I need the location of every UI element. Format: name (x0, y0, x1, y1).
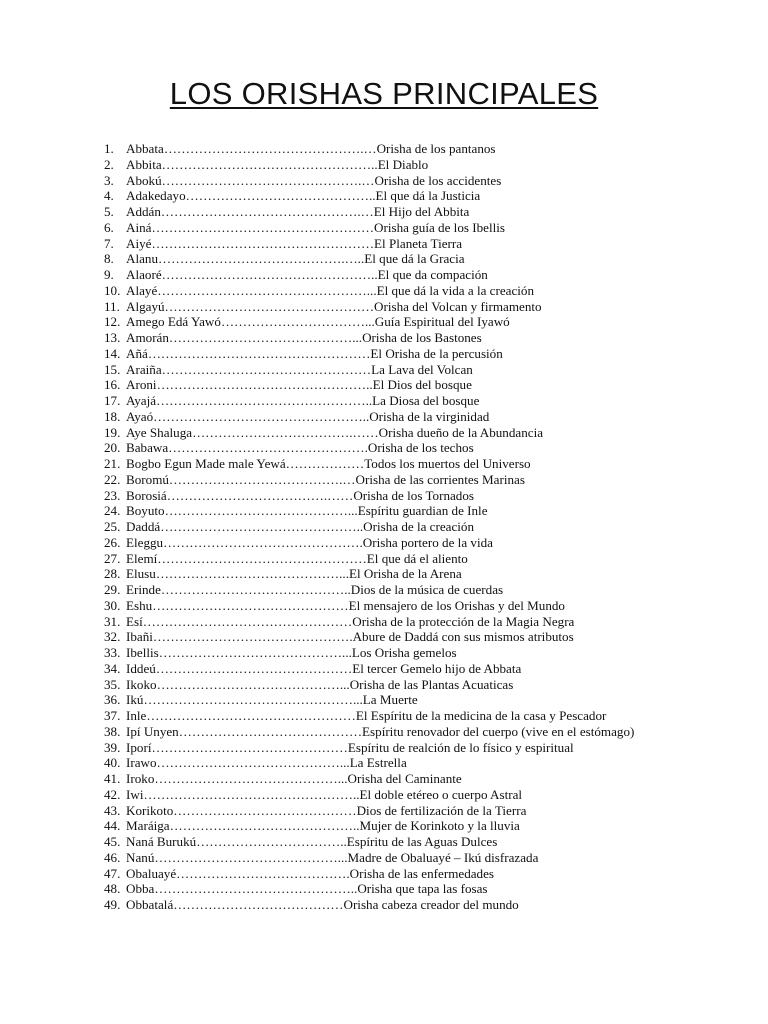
item-description: El mensajero de los Orishas y del Mundo (348, 597, 565, 613)
page-title-text: LOS ORISHAS PRINCIPALES (169, 76, 599, 111)
item-leader-dots: …………………………………… (178, 723, 363, 739)
item-leader-dots: ……………………………………….… (160, 204, 374, 219)
item-number: 4. (104, 188, 114, 204)
item-number: 23. (104, 487, 121, 503)
item-description: Orisha de los Tornados (353, 487, 474, 503)
item-number: 7. (104, 235, 114, 251)
list-item (104, 692, 634, 708)
item-number: 30. (104, 597, 121, 613)
item-description: El Hijo del Abbita (373, 204, 470, 219)
item-name: Obba (126, 881, 155, 897)
item-leader-dots: ……………………………………... (156, 676, 350, 692)
item-leader-dots: …………………………………….. (160, 582, 351, 597)
orisha-list (104, 141, 634, 913)
item-leader-dots: …………………………………………… (151, 219, 375, 235)
item-name: Addán (126, 204, 161, 219)
item-number: 28. (104, 566, 121, 582)
item-name: Korikoto (126, 802, 174, 818)
list-item (104, 740, 634, 756)
item-number: 14. (104, 345, 121, 361)
item-number: 1. (104, 141, 114, 156)
item-number: 33. (104, 645, 121, 660)
item-name: Aiyé (126, 235, 152, 251)
item-leader-dots: ……………………………………... (168, 330, 363, 345)
item-name: Maráiga (126, 818, 170, 834)
item-name: Eleggu (126, 534, 164, 550)
item-description: Orisha de la protección de la Magia Negra (352, 613, 575, 629)
item-name: Bogbo Egun Made male Yewá (126, 456, 286, 471)
item-name: Adakedayo (126, 188, 186, 204)
list-item (104, 440, 634, 456)
list-item (104, 251, 634, 267)
item-leader-dots: ………………………………………….. (153, 408, 370, 424)
item-leader-dots: ……………………………………... (156, 755, 350, 771)
item-name: Babawa (126, 440, 169, 456)
list-item (104, 724, 634, 740)
item-number: 43. (104, 802, 121, 818)
item-name: Amego Edá Yawó (126, 314, 221, 330)
page-title (0, 76, 768, 112)
item-leader-dots: ………………………………………. (163, 534, 363, 550)
item-description: La Lava del Volcan (371, 361, 473, 377)
item-description: Orisha de la virginidad (369, 408, 490, 424)
item-number: 9. (104, 267, 114, 282)
item-number: 37. (104, 708, 121, 723)
item-leader-dots: …………………………………… (173, 802, 357, 818)
item-description: Orisha que tapa las fosas (357, 881, 488, 897)
item-number: 42. (104, 786, 121, 802)
item-number: 44. (104, 818, 121, 834)
item-leader-dots: ……………………………………... (164, 503, 358, 519)
item-number: 46. (104, 849, 121, 865)
list-item (104, 220, 634, 236)
item-leader-dots: ……………………………………... (154, 771, 348, 786)
item-number: 22. (104, 471, 121, 487)
list-item (104, 267, 634, 283)
list-item (104, 409, 634, 425)
list-item (104, 503, 634, 519)
list-item (104, 236, 634, 252)
item-leader-dots: ……………………………………….… (163, 141, 377, 156)
item-description: El Orisha de la percusión (370, 345, 503, 361)
item-name: Iddeú (126, 660, 156, 676)
list-item (104, 188, 634, 204)
list-item (104, 708, 634, 724)
item-number: 41. (104, 771, 121, 786)
item-number: 35. (104, 676, 121, 692)
item-leader-dots: ……………………………………… (152, 597, 349, 613)
list-item (104, 141, 634, 157)
item-description: La Muerte (362, 692, 418, 708)
item-leader-dots: ……………………………………… (151, 739, 348, 755)
item-leader-dots: ………………………………………….. (156, 377, 373, 393)
item-number: 10. (104, 282, 121, 298)
item-name: Ikú (126, 692, 144, 708)
item-leader-dots: ……………… (285, 456, 365, 471)
item-number: 20. (104, 440, 121, 456)
item-name: Algayú (126, 298, 165, 314)
item-number: 24. (104, 503, 121, 519)
item-description: La Diosa del bosque (372, 393, 480, 408)
item-number: 36. (104, 692, 121, 708)
list-item (104, 519, 634, 535)
item-number: 2. (104, 156, 114, 172)
item-leader-dots: …………………………………………… (147, 345, 371, 361)
item-description: Los Orisha gemelos (351, 645, 457, 660)
item-name: Añá (126, 345, 148, 361)
item-leader-dots: ……………………………………… (155, 660, 353, 676)
item-leader-dots: ……………………………………….. (160, 519, 364, 534)
item-description: Orisha del Caminante (347, 771, 462, 786)
item-number: 34. (104, 660, 121, 676)
item-description: El tercer Gemelo hijo de Abbata (352, 660, 522, 676)
item-name: Obaluayé (126, 865, 177, 881)
item-number: 15. (104, 361, 121, 377)
item-name: Eshu (126, 597, 153, 613)
item-description: Todos los muertos del Universo (364, 456, 531, 471)
list-item (104, 803, 634, 819)
item-description: El doble etéreo o cuerpo Astral (359, 786, 523, 802)
list-item (104, 346, 634, 362)
item-description: Orisha de la creación (363, 519, 475, 534)
item-leader-dots: …………………………………………... (143, 692, 363, 708)
item-leader-dots: ………………………………………… (142, 613, 353, 629)
item-leader-dots: ……………………………….…… (192, 424, 379, 440)
item-description: El Diablo (377, 156, 429, 172)
item-leader-dots: ………………………………………. (152, 629, 353, 645)
list-item (104, 535, 634, 551)
item-leader-dots: …………………………….. (196, 834, 347, 849)
list-item (104, 818, 634, 834)
item-leader-dots: …………………………………………… (151, 235, 375, 251)
item-name: Daddá (126, 519, 161, 534)
item-number: 47. (104, 865, 121, 881)
item-number: 38. (104, 723, 121, 739)
item-description: Orisha de las corrientes Marinas (355, 471, 525, 487)
item-leader-dots: ………………………………… (173, 897, 344, 912)
item-number: 26. (104, 534, 121, 550)
item-leader-dots: ……………………………………... (155, 566, 349, 582)
item-name: Iroko (126, 771, 155, 786)
list-item (104, 614, 634, 630)
list-item (104, 299, 634, 315)
item-name: Alayé (126, 282, 158, 298)
item-number: 3. (104, 172, 114, 188)
item-name: Amorán (126, 330, 169, 345)
list-item (104, 204, 634, 220)
item-description: El que dá la Gracia (364, 251, 465, 267)
list-item (104, 582, 634, 598)
item-leader-dots: ……………………………………... (154, 849, 348, 865)
item-description: El Orisha de la Arena (348, 566, 462, 582)
item-leader-dots: ……………………………………….. (154, 881, 358, 897)
item-number: 32. (104, 629, 121, 645)
item-number: 21. (104, 456, 121, 471)
list-item (104, 850, 634, 866)
list-item (104, 472, 634, 488)
item-description: Orisha de los techos (367, 440, 474, 456)
item-leader-dots: ………………………………………….. (156, 393, 373, 408)
item-description: Mujer de Korinkoto y la lluvia (359, 818, 520, 834)
list-item (104, 362, 634, 378)
item-description: Orisha del Volcan y firmamento (374, 298, 542, 314)
item-name: Boromú (126, 471, 169, 487)
item-name: Aye Shaluga (126, 424, 193, 440)
item-description: El que dá el aliento (366, 550, 468, 566)
item-number: 25. (104, 519, 121, 534)
item-leader-dots: …………………………………….. (185, 188, 376, 204)
item-name: Ibañi (126, 629, 153, 645)
item-description: Espíritu de las Aguas Dulces (346, 834, 498, 849)
item-leader-dots: ………………………………………. (168, 440, 368, 456)
item-name: Nanú (126, 849, 155, 865)
item-number: 48. (104, 881, 121, 897)
item-number: 11. (104, 298, 120, 314)
item-leader-dots: ……………………………….…… (166, 487, 354, 503)
list-item (104, 598, 634, 614)
item-number: 12. (104, 314, 121, 330)
list-item (104, 755, 634, 771)
item-name: Elusu (126, 566, 156, 582)
item-name: Ikoko (126, 676, 157, 692)
item-number: 40. (104, 755, 121, 771)
list-item (104, 566, 634, 582)
item-description: Orisha dueño de la Abundancia (378, 424, 544, 440)
item-description: Orisha guía de los Ibellis (374, 219, 505, 235)
list-item (104, 834, 634, 850)
item-number: 49. (104, 897, 121, 912)
item-leader-dots: ………………………………………….. (161, 267, 378, 282)
item-description: Orisha de los Bastones (362, 330, 482, 345)
item-leader-dots: ………………………………………… (157, 550, 367, 566)
list-item (104, 393, 634, 409)
list-item (104, 866, 634, 882)
item-description: Orisha de las Plantas Acuaticas (349, 676, 514, 692)
list-item (104, 645, 634, 661)
item-description: Dios de la música de cuerdas (350, 582, 504, 597)
list-item (104, 330, 634, 346)
item-name: Inle (126, 708, 147, 723)
item-leader-dots: ………………………………………… (161, 361, 372, 377)
item-description: Orisha de los accidentes (374, 172, 502, 188)
item-name: Ainá (126, 219, 152, 235)
list-item (104, 881, 634, 897)
item-number: 13. (104, 330, 121, 345)
item-name: Alaoré (126, 267, 162, 282)
item-leader-dots: ………………………………………… (164, 298, 375, 314)
item-description: El Planeta Tierra (374, 235, 463, 251)
item-name: Abbata (126, 141, 164, 156)
list-item (104, 157, 634, 173)
item-leader-dots: ………………………………………….. (143, 786, 360, 802)
list-item (104, 677, 634, 693)
item-name: Abbita (126, 156, 162, 172)
item-name: Ayajá (126, 393, 157, 408)
item-name: Araiña (126, 361, 162, 377)
list-item (104, 377, 634, 393)
item-leader-dots: …………………………………….. (169, 818, 360, 834)
item-name: Alanu (126, 251, 158, 267)
item-number: 16. (104, 377, 121, 393)
item-name: Ayaó (126, 408, 154, 424)
list-item (104, 661, 634, 677)
item-name: Obbatalá (126, 897, 174, 912)
item-description: El que dá la Justicia (375, 188, 481, 204)
item-description: Espíritu guardian de Inle (357, 503, 488, 519)
list-item (104, 897, 634, 913)
item-description: La Estrella (349, 755, 407, 771)
item-number: 6. (104, 219, 114, 235)
item-leader-dots: …………………………………. (176, 865, 350, 881)
item-number: 29. (104, 582, 121, 597)
item-leader-dots: ……………………………………... (158, 645, 352, 660)
item-description: Espíritu de realción de lo físico y espiritual (347, 739, 574, 755)
item-name: Irawo (126, 755, 157, 771)
item-name: Esí (126, 613, 143, 629)
item-leader-dots: ……………………………………….… (161, 172, 375, 188)
item-name: Boyuto (126, 503, 165, 519)
item-number: 17. (104, 393, 121, 408)
item-description: El Espíritu de la medicina de la casa y Pescador (355, 708, 607, 723)
item-description: El que dá la vida a la creación (376, 282, 535, 298)
item-name: Elemí (126, 550, 158, 566)
item-name: Ibellis (126, 645, 159, 660)
item-name: Iwi (126, 786, 144, 802)
item-description: Orisha de los pantanos (376, 141, 496, 156)
item-number: 8. (104, 251, 114, 267)
item-leader-dots: …………………………………….….. (158, 251, 365, 267)
list-item (104, 629, 634, 645)
list-item (104, 456, 634, 472)
list-item (104, 173, 634, 189)
item-number: 5. (104, 204, 114, 219)
item-name: Aroni (126, 377, 157, 393)
item-description: Espíritu renovador del cuerpo (vive en el estómago) (362, 723, 635, 739)
item-description: Guía Espiritual del Iyawó (374, 314, 510, 330)
item-description: Orisha cabeza creador del mundo (343, 897, 519, 912)
item-description: Orisha de las enfermedades (349, 865, 495, 881)
item-description: Madre de Obaluayé – Ikú disfrazada (347, 849, 539, 865)
item-leader-dots: …………………………………………... (157, 282, 377, 298)
item-leader-dots: ………………………………….… (168, 471, 356, 487)
list-item (104, 771, 634, 787)
item-name: Borosiá (126, 487, 167, 503)
item-leader-dots: ……………………………... (220, 314, 375, 330)
item-description: Orisha portero de la vida (362, 534, 493, 550)
item-description: Abure de Daddá con sus mismos atributos (352, 629, 574, 645)
list-item (104, 551, 634, 567)
item-number: 18. (104, 408, 121, 424)
item-description: El que da compación (377, 267, 488, 282)
list-item (104, 787, 634, 803)
item-number: 27. (104, 550, 121, 566)
item-description: El Dios del bosque (372, 377, 472, 393)
item-name: Erinde (126, 582, 161, 597)
item-name: Naná Burukú (126, 834, 197, 849)
item-number: 19. (104, 424, 121, 440)
list-item (104, 314, 634, 330)
item-number: 45. (104, 834, 121, 849)
item-name: Iporí (126, 739, 152, 755)
item-leader-dots: ………………………………………… (146, 708, 356, 723)
item-name: Abokú (126, 172, 162, 188)
list-item (104, 283, 634, 299)
item-number: 31. (104, 613, 121, 629)
item-name: Ipí Unyen (126, 723, 179, 739)
list-item (104, 488, 634, 504)
item-leader-dots: ………………………………………….. (161, 156, 378, 172)
item-description: Dios de fertilización de la Tierra (356, 802, 527, 818)
list-item (104, 425, 634, 441)
item-number: 39. (104, 739, 121, 755)
